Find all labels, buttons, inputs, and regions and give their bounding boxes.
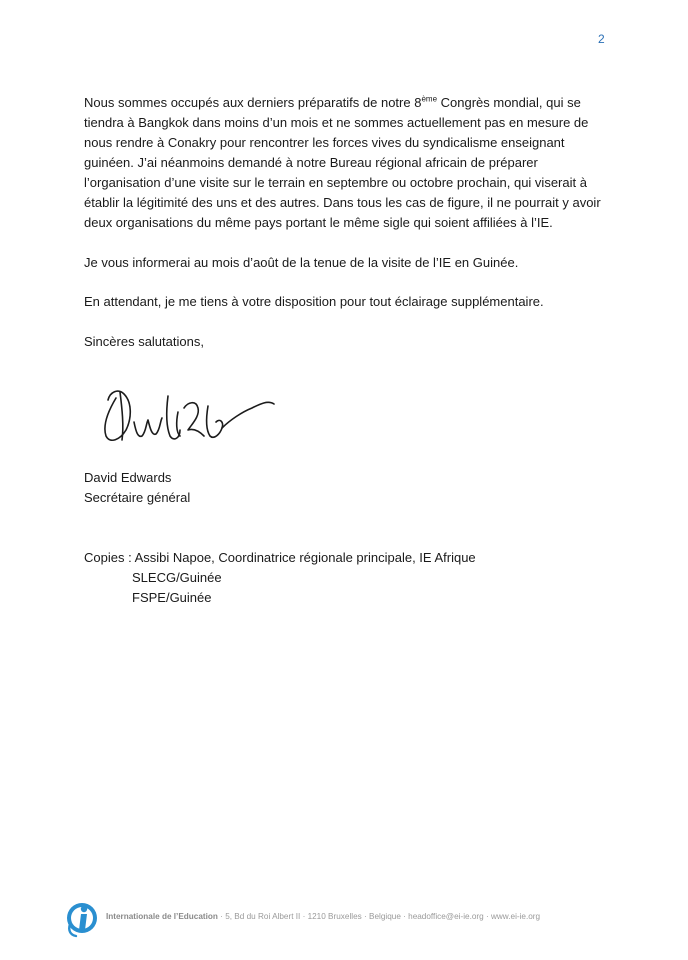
footer	[64, 900, 664, 940]
footer-address-text: · 5, Bd du Roi Albert II · 1210 Bruxelles · Belgique · headoffice@ei-ie.org · www.ei-ie.org	[217, 912, 541, 921]
page-number: 2	[598, 32, 605, 46]
paragraph-congress-rest: Congrès mondial, qui se tiendra à Bangkok dans moins d’un mois et ne sommes actuellement pas en mesure de nous rendre à Conakry pour rencontrer les forces vives du syndicalisme enseignant guinéen. J’ai néanmoins demandé à notre Bureau régional africain de préparer l’organisation d’une visite sur le terrain en septembre ou octobre prochain, qui viserait à établir la légitimité des uns et des autres. Dans tous les cas de figure, il ne pourrait y avoir deux organisations du même pays portant le même sigle qui soient affiliées à l’IE.	[84, 95, 601, 230]
paragraph-availability-text: En attendant, je me tiens à votre disposition pour tout éclairage supplémentaire.	[84, 294, 544, 309]
copies-first-line: Copies : Assibi Napoe, Coordinatrice régionale principale, IE Afrique	[84, 550, 476, 565]
footer-address	[106, 912, 540, 921]
signer-title: Secrétaire général	[84, 490, 191, 505]
signer-name: David Edwards	[84, 470, 172, 485]
copies-recipient-fspe: FSPE/Guinée	[132, 590, 212, 605]
ordinal-superscript: ème	[421, 94, 438, 104]
paragraph-congress	[84, 93, 604, 233]
paragraph-availability	[84, 292, 604, 312]
copies-recipient-slecg: SLECG/Guinée	[132, 570, 222, 585]
ei-logo-icon	[64, 900, 100, 938]
closing-salutation	[84, 332, 604, 352]
paragraph-visit-info	[84, 253, 604, 273]
paragraph-congress-start: Nous sommes occupés aux derniers préparatifs de notre 8	[84, 95, 422, 110]
footer-organization: Internationale de l’Education	[106, 912, 218, 921]
handwritten-signature	[96, 378, 286, 450]
signer-block	[84, 468, 190, 508]
paragraph-visit-info-text: Je vous informerai au mois d’août de la tenue de la visite de l’IE en Guinée.	[84, 255, 519, 270]
copies-block	[84, 548, 476, 608]
closing-salutation-text: Sincères salutations,	[84, 334, 204, 349]
